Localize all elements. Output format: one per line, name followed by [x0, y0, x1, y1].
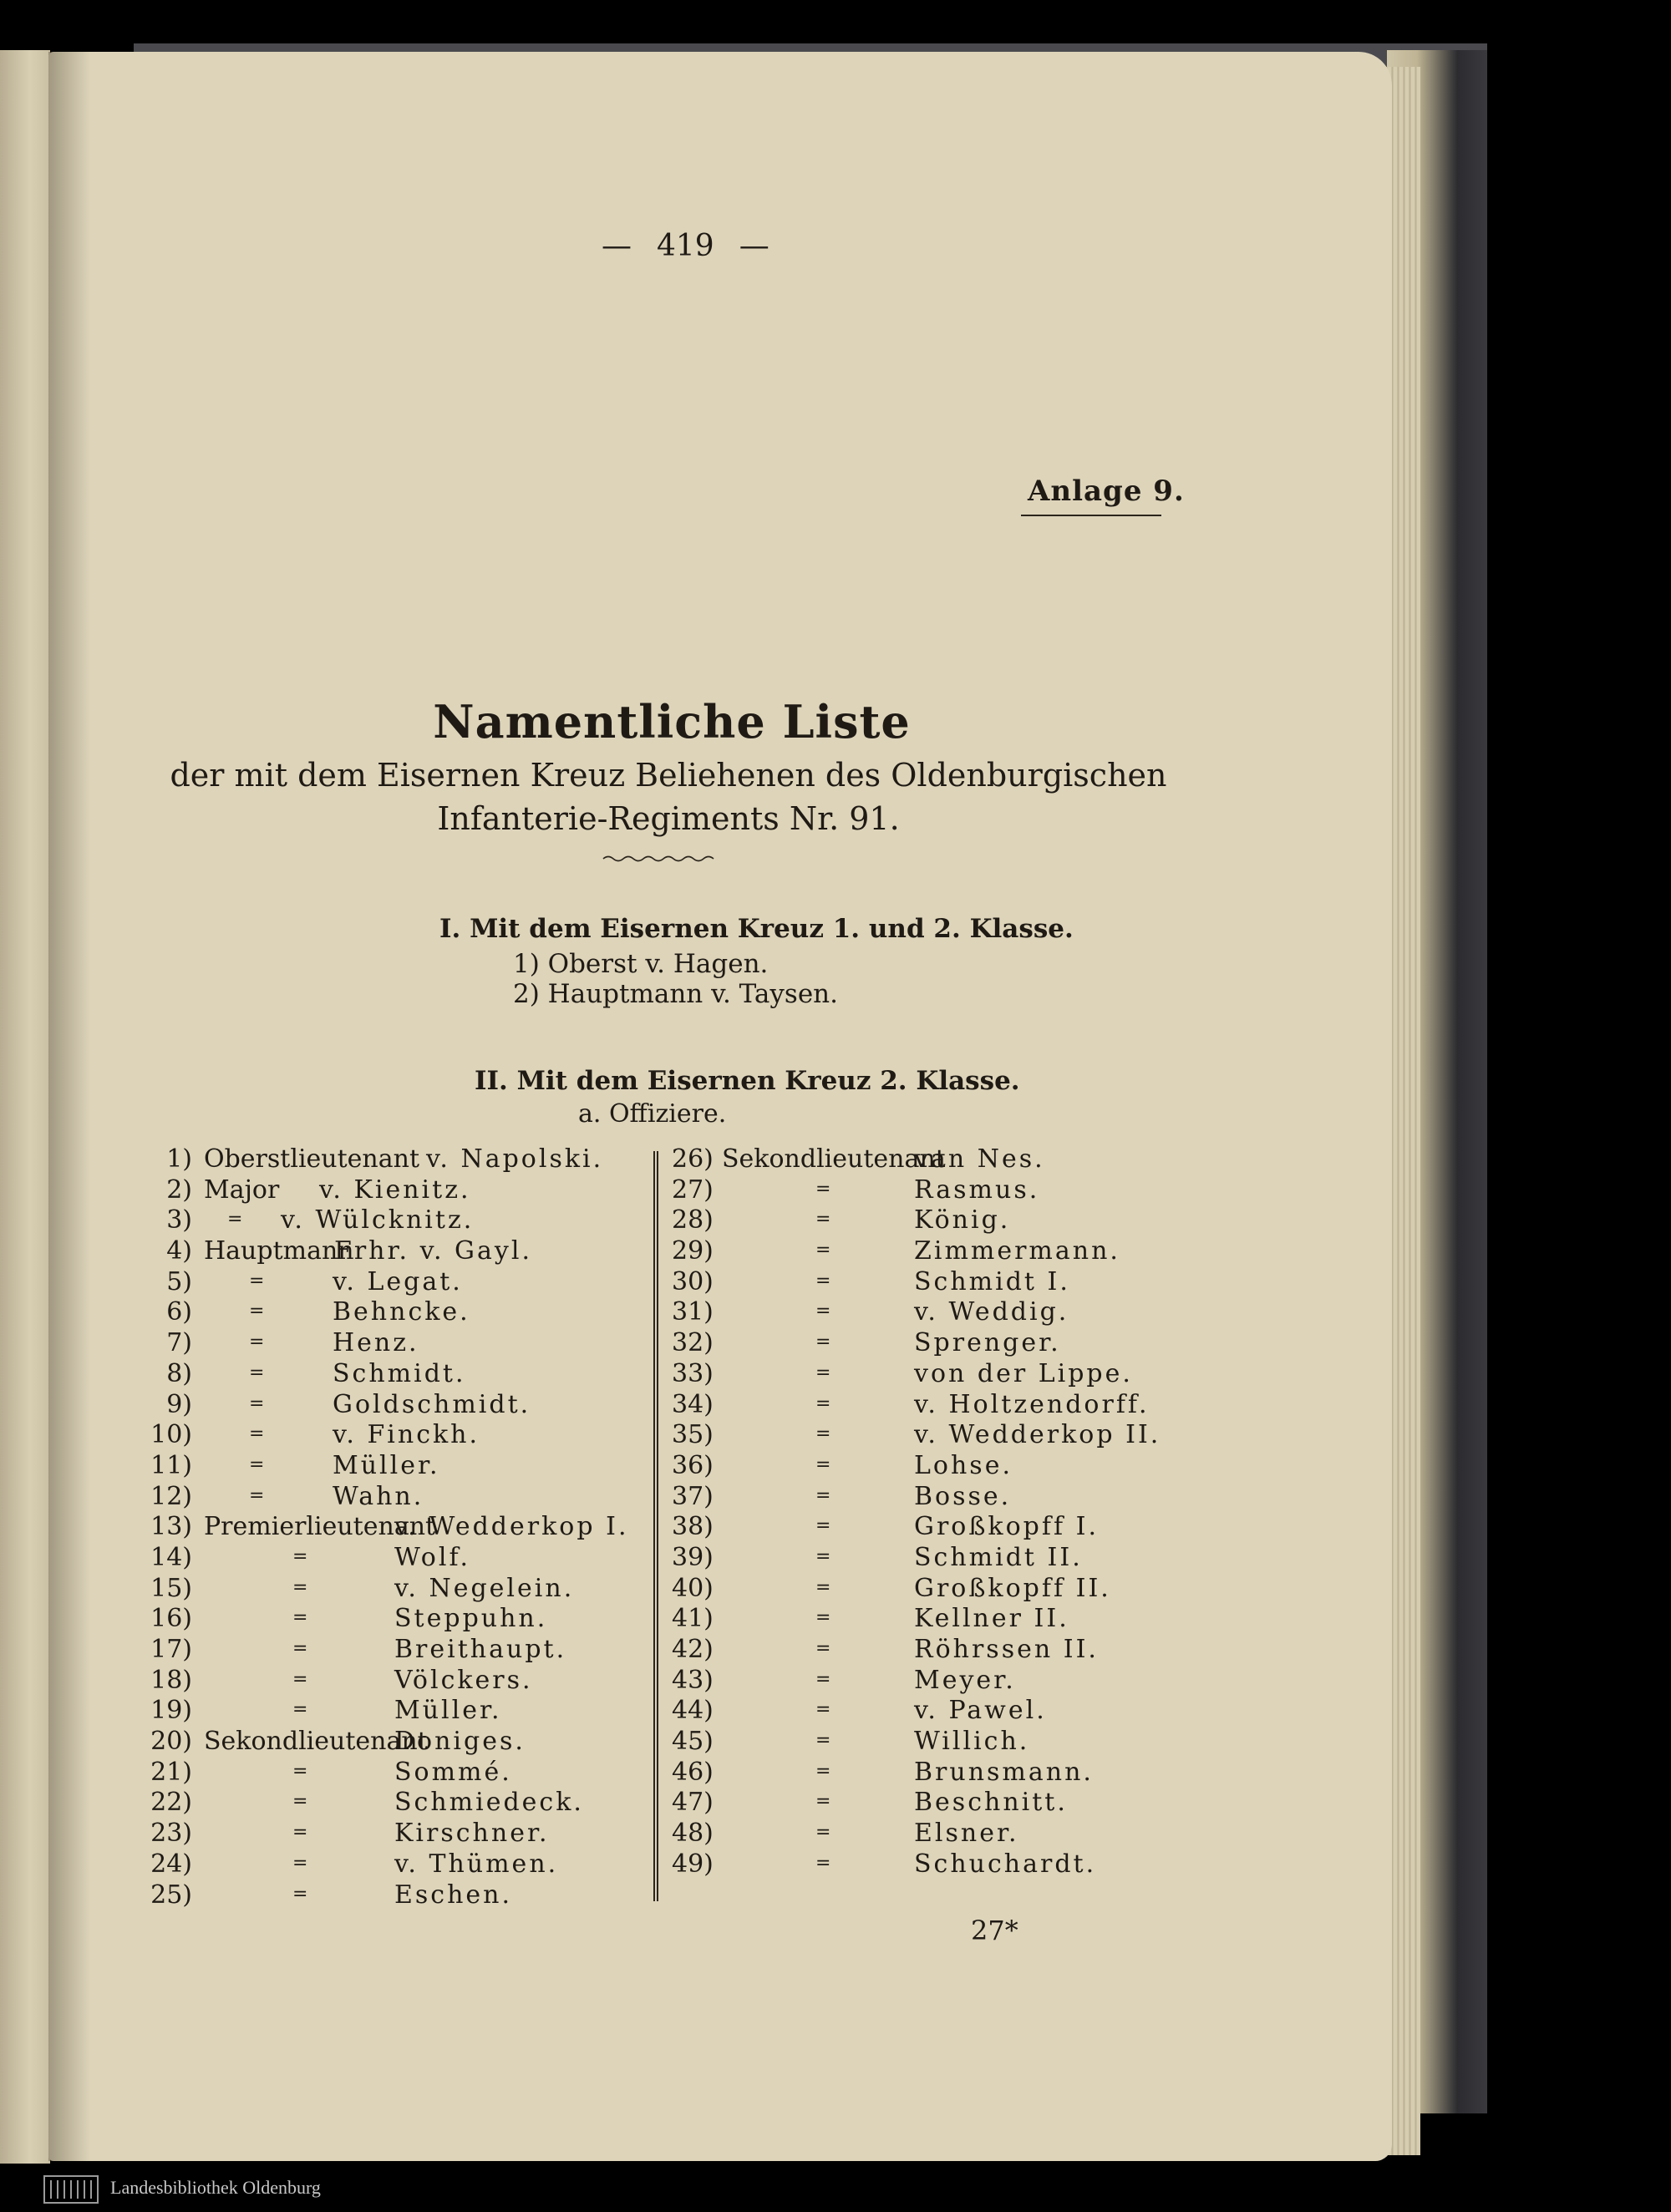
- officer-name: Sommé.: [394, 1757, 512, 1787]
- officer-number: 15): [150, 1573, 192, 1603]
- ditto-mark: =: [292, 1852, 308, 1874]
- officer-name: Kellner II.: [914, 1604, 1069, 1634]
- officer-name: v. Holtzendorff.: [914, 1389, 1150, 1419]
- ditto-mark: =: [815, 1393, 831, 1414]
- officer-number: 35): [672, 1420, 714, 1450]
- ditto-mark: =: [815, 1699, 831, 1721]
- document-title: Namentliche Liste: [433, 695, 911, 748]
- officer-name: v. Pawel.: [914, 1696, 1047, 1726]
- officer-name: Schmiedeck.: [394, 1788, 584, 1818]
- officer-name: v. Napolski.: [426, 1144, 604, 1174]
- officer-name: van Nes.: [914, 1144, 1045, 1174]
- officer-name: Breithaupt.: [394, 1635, 567, 1664]
- footer-library-name: Landesbibliothek Oldenburg: [110, 2177, 321, 2198]
- officer-name: Lohse.: [914, 1450, 1013, 1480]
- officer-name: Schmidt I.: [914, 1266, 1070, 1296]
- officer-name: Schmidt.: [333, 1358, 466, 1388]
- officer-number: 21): [150, 1757, 192, 1787]
- officer-number: 34): [672, 1389, 714, 1419]
- officer-number: 39): [672, 1542, 714, 1572]
- officer-number: 17): [150, 1635, 192, 1664]
- column-divider: [653, 1151, 658, 1901]
- officer-name: Eschen.: [394, 1880, 513, 1910]
- officer-name: Steppuhn.: [394, 1604, 548, 1634]
- officer-number: 13): [150, 1512, 192, 1542]
- officer-number: 22): [150, 1788, 192, 1818]
- officer-number: 11): [150, 1450, 192, 1480]
- ornamental-squiggle: [602, 854, 719, 864]
- ditto-mark: =: [815, 1515, 831, 1537]
- ditto-mark: =: [815, 1332, 831, 1353]
- ditto-mark: =: [815, 1668, 831, 1690]
- officer-name: König.: [914, 1205, 1011, 1235]
- officer-number: 30): [672, 1266, 714, 1296]
- officer-rank: Sekondlieutenant: [722, 1144, 946, 1174]
- officer-number: 3): [166, 1205, 192, 1235]
- officer-number: 32): [672, 1328, 714, 1358]
- officer-name: Müller.: [333, 1450, 440, 1480]
- ditto-mark: =: [815, 1484, 831, 1506]
- ditto-mark: =: [815, 1607, 831, 1629]
- ditto-mark: =: [249, 1484, 265, 1506]
- appendix-label: Anlage 9.: [1028, 474, 1185, 508]
- ditto-mark: =: [249, 1362, 265, 1383]
- section-1-item: 2) Hauptmann v. Taysen.: [513, 979, 838, 1009]
- officer-name: Zimmermann.: [914, 1236, 1120, 1266]
- officer-name: Völckers.: [394, 1665, 533, 1695]
- officer-rank: Oberstlieutenant: [204, 1144, 420, 1174]
- page-number-value: 419: [657, 229, 714, 263]
- ditto-mark: =: [815, 1822, 831, 1844]
- officer-name: v. Kienitz.: [319, 1174, 471, 1205]
- officer-number: 26): [672, 1144, 714, 1174]
- officer-number: 10): [150, 1420, 192, 1450]
- officer-name: v. Finckh.: [333, 1420, 480, 1450]
- officer-name: Wolf.: [394, 1542, 471, 1572]
- officer-number: 46): [672, 1757, 714, 1787]
- officer-name: v. Negelein.: [394, 1573, 575, 1603]
- officer-name: Brunsmann.: [914, 1757, 1094, 1787]
- page-number-dash-left: —: [602, 229, 632, 263]
- officer-number: 14): [150, 1542, 192, 1572]
- ditto-mark: =: [292, 1760, 308, 1782]
- officer-number: 2): [166, 1174, 192, 1205]
- section-1-heading: I. Mit dem Eisernen Kreuz 1. und 2. Klasse.: [439, 914, 1074, 944]
- ditto-mark: =: [249, 1454, 265, 1475]
- officer-number: 18): [150, 1665, 192, 1695]
- officer-rank: Hauptmann: [204, 1236, 354, 1266]
- officer-number: 19): [150, 1696, 192, 1726]
- section-1-item: 1) Oberst v. Hagen.: [513, 949, 769, 979]
- officer-number: 28): [672, 1205, 714, 1235]
- officer-number: 45): [672, 1727, 714, 1757]
- officer-name: Kirschner.: [394, 1819, 550, 1849]
- officer-number: 41): [672, 1604, 714, 1634]
- officer-number: 5): [166, 1266, 192, 1296]
- ditto-mark: =: [815, 1545, 831, 1567]
- ditto-mark: =: [227, 1209, 243, 1230]
- officer-name: Großkopff II.: [914, 1573, 1111, 1603]
- ditto-mark: =: [815, 1454, 831, 1475]
- ditto-mark: =: [815, 1301, 831, 1322]
- library-logo-icon: [43, 2175, 99, 2204]
- officer-name: Goldschmidt.: [333, 1389, 531, 1419]
- ditto-mark: =: [815, 1730, 831, 1752]
- officer-number: 42): [672, 1635, 714, 1664]
- officer-name: von der Lippe.: [914, 1358, 1133, 1388]
- officer-name: Meyer.: [914, 1665, 1016, 1695]
- officer-name: Rasmus.: [914, 1174, 1040, 1205]
- officer-name: Wahn.: [333, 1481, 424, 1511]
- officer-number: 48): [672, 1819, 714, 1849]
- ditto-mark: =: [815, 1791, 831, 1813]
- signature-mark: 27*: [971, 1915, 1018, 1946]
- officer-name: Beschnitt.: [914, 1788, 1068, 1818]
- officer-number: 20): [150, 1727, 192, 1757]
- officer-number: 1): [166, 1144, 192, 1174]
- ditto-mark: =: [249, 1423, 265, 1445]
- ditto-mark: =: [249, 1393, 265, 1414]
- officer-name: Müller.: [394, 1696, 502, 1726]
- page-gutter-shadow: [48, 52, 90, 2161]
- officer-name: Doniges.: [394, 1727, 526, 1757]
- ditto-mark: =: [292, 1607, 308, 1629]
- officer-number: 38): [672, 1512, 714, 1542]
- officer-number: 49): [672, 1849, 714, 1879]
- left-page-edge: [0, 50, 50, 2164]
- ditto-mark: =: [292, 1576, 308, 1598]
- officer-name: Röhrssen II.: [914, 1635, 1099, 1664]
- officer-rank: Major: [204, 1174, 280, 1205]
- ditto-mark: =: [815, 1576, 831, 1598]
- officer-name: v. Thümen.: [394, 1849, 559, 1879]
- ditto-mark: =: [815, 1760, 831, 1782]
- section-2-heading: II. Mit dem Eisernen Kreuz 2. Klasse.: [475, 1066, 1020, 1096]
- ditto-mark: =: [815, 1209, 831, 1230]
- officer-name: Schmidt II.: [914, 1542, 1083, 1572]
- subtitle-line-1: der mit dem Eisernen Kreuz Beliehenen des Oldenburgischen: [170, 757, 1167, 794]
- officer-name: Schuchardt.: [914, 1849, 1097, 1879]
- officer-name: v. Wedderkop I.: [394, 1512, 629, 1542]
- page-number-dash-right: —: [739, 229, 769, 263]
- officer-number: 44): [672, 1696, 714, 1726]
- ditto-mark: =: [292, 1822, 308, 1844]
- officer-name: v. Weddig.: [914, 1297, 1069, 1327]
- ditto-mark: =: [815, 1240, 831, 1261]
- officer-name: Frhr. v. Gayl.: [334, 1236, 532, 1266]
- ditto-mark: =: [292, 1638, 308, 1659]
- section-2-subheading: a. Offiziere.: [578, 1099, 727, 1129]
- officer-number: 29): [672, 1236, 714, 1266]
- ditto-mark: =: [815, 1423, 831, 1445]
- officer-number: 27): [672, 1174, 714, 1205]
- officer-number: 47): [672, 1788, 714, 1818]
- officer-name: Großkopff I.: [914, 1512, 1099, 1542]
- officer-name: v. Legat.: [333, 1266, 463, 1296]
- ditto-mark: =: [249, 1301, 265, 1322]
- officer-number: 36): [672, 1450, 714, 1480]
- appendix-underline: [1021, 515, 1161, 516]
- ditto-mark: =: [292, 1791, 308, 1813]
- ditto-mark: =: [292, 1699, 308, 1721]
- officer-number: 43): [672, 1665, 714, 1695]
- officer-name: Elsner.: [914, 1819, 1019, 1849]
- page-number: [576, 229, 795, 263]
- officer-number: 33): [672, 1358, 714, 1388]
- ditto-mark: =: [815, 1362, 831, 1383]
- ditto-mark: =: [292, 1883, 308, 1905]
- ditto-mark: =: [292, 1668, 308, 1690]
- officer-name: v. Wülcknitz.: [281, 1205, 475, 1235]
- ditto-mark: =: [815, 1178, 831, 1200]
- officer-number: 12): [150, 1481, 192, 1511]
- ditto-mark: =: [292, 1545, 308, 1567]
- ditto-mark: =: [249, 1270, 265, 1291]
- officer-name: Henz.: [333, 1328, 419, 1358]
- officer-number: 16): [150, 1604, 192, 1634]
- subtitle-line-2: Infanterie-Regiments Nr. 91.: [437, 800, 900, 837]
- officer-number: 9): [166, 1389, 192, 1419]
- officer-rank: Sekondlieutenant: [204, 1727, 428, 1757]
- officer-number: 8): [166, 1358, 192, 1388]
- ditto-mark: =: [815, 1270, 831, 1291]
- ditto-mark: =: [815, 1852, 831, 1874]
- officer-rank: Premierlieutenant: [204, 1512, 436, 1542]
- officer-number: 40): [672, 1573, 714, 1603]
- officer-number: 37): [672, 1481, 714, 1511]
- officer-name: Sprenger.: [914, 1328, 1061, 1358]
- officer-number: 23): [150, 1819, 192, 1849]
- officer-number: 6): [166, 1297, 192, 1327]
- officer-number: 4): [166, 1236, 192, 1266]
- officer-number: 25): [150, 1880, 192, 1910]
- ditto-mark: =: [249, 1332, 265, 1353]
- ditto-mark: =: [815, 1638, 831, 1659]
- officer-name: Willich.: [914, 1727, 1030, 1757]
- officer-name: Behncke.: [333, 1297, 470, 1327]
- officer-name: v. Wedderkop II.: [914, 1420, 1161, 1450]
- officer-name: Bosse.: [914, 1481, 1012, 1511]
- officer-number: 7): [166, 1328, 192, 1358]
- officer-number: 31): [672, 1297, 714, 1327]
- officer-number: 24): [150, 1849, 192, 1879]
